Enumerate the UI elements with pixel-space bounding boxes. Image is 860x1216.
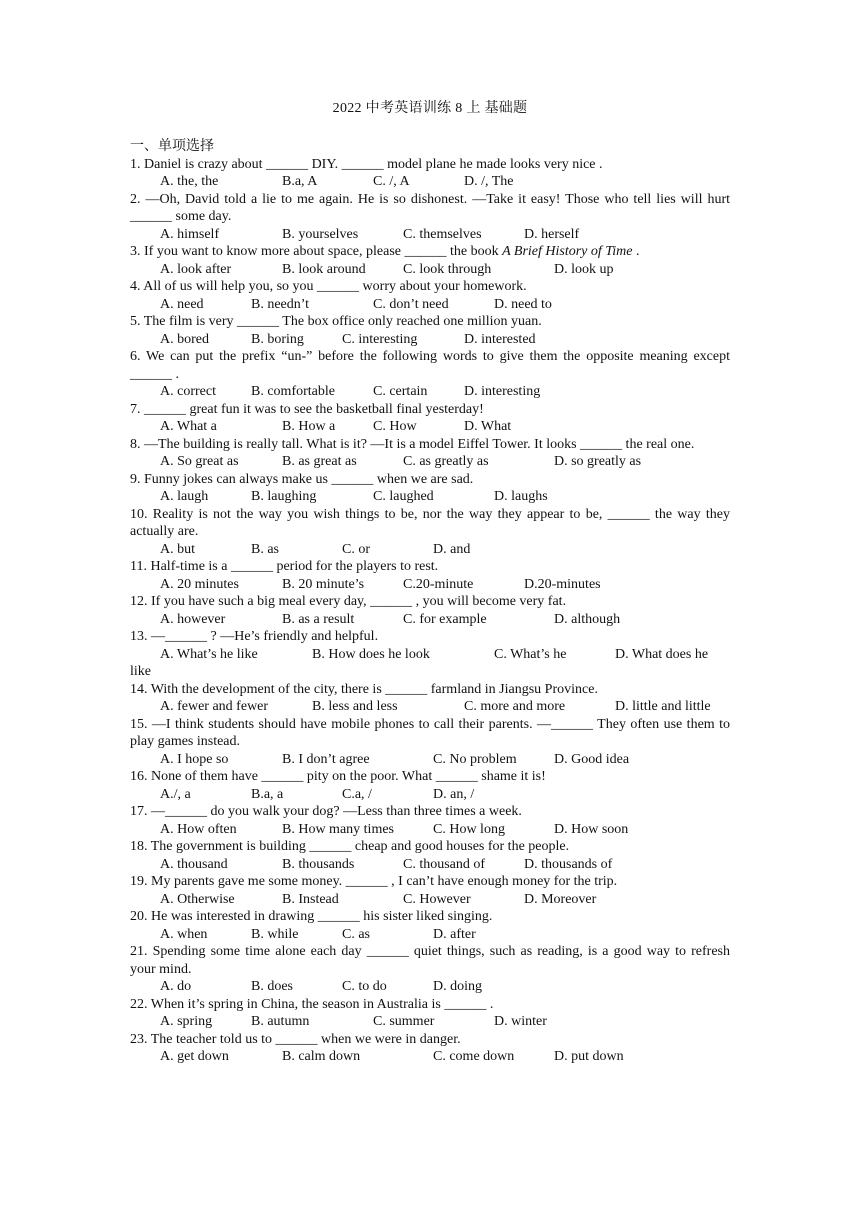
answer-option: C.20-minute (403, 576, 474, 592)
answer-option: A. the, the (160, 174, 219, 189)
answer-option: B. calm down (282, 1049, 361, 1064)
answer-option: B. comfortable (251, 384, 335, 399)
answer-option: C. /, A (373, 174, 410, 189)
answer-option: A. So great as (160, 454, 239, 469)
question-stem: 17. —______ do you walk your dog? —Less than three times a week. (130, 804, 522, 819)
answer-option: D. What does he (615, 646, 709, 662)
answer-option: D. Good idea (554, 751, 630, 767)
options-row (130, 698, 730, 716)
options-row (130, 1048, 730, 1066)
section-heading: 一、单项选择 (130, 139, 214, 154)
answer-option: D. although (554, 611, 621, 627)
options-row (130, 418, 730, 436)
options-row (130, 226, 730, 244)
answer-option: B. boring (251, 331, 304, 347)
answer-option: D. interesting (464, 384, 541, 399)
options-row (130, 453, 730, 471)
answer-option: C. certain (373, 384, 428, 399)
question-stem: 1. Daniel is crazy about ______ DIY. ______ model plane he made looks very nice . (130, 156, 603, 172)
answer-option: D. after (433, 926, 476, 942)
question-stem: 7. ______ great fun it was to see the basketball final yesterday! (130, 401, 484, 417)
answer-option: D. and (433, 541, 471, 557)
question-stem: 8. —The building is really tall. What is it? —It is a model Eiffel Tower. It looks ______ the real one. (130, 436, 695, 452)
options-row (130, 786, 730, 804)
answer-option: D. /, The (464, 174, 514, 189)
answer-option: C. for example (403, 611, 487, 627)
answer-option: B. Instead (282, 891, 339, 907)
answer-option: D. put down (554, 1049, 624, 1064)
answer-option: A. bored (160, 331, 209, 347)
options-row (130, 173, 730, 191)
answer-option: D. What (464, 419, 512, 434)
answer-option: D. doing (433, 979, 482, 994)
question-stem: 12. If you have such a big meal every day, ______ , you will become very fat. (130, 594, 567, 609)
answer-option: D.20-minutes (524, 576, 601, 592)
answer-option: B.a, A (282, 174, 318, 189)
options-row (130, 978, 730, 996)
question-stem-text: 3. If you want to know more about space, please ______ the book (130, 244, 503, 259)
options-row (130, 331, 730, 349)
document-page (130, 100, 730, 1066)
answer-option: A. spring (160, 1014, 213, 1029)
answer-option: C. don’t need (373, 296, 449, 312)
answer-option: B. as (251, 541, 279, 557)
question-stem: 11. Half-time is a ______ period for the players to rest. (130, 559, 439, 574)
answer-option: B. 20 minute’s (282, 576, 365, 592)
answer-option: D. look up (554, 261, 614, 277)
book-title: A Brief History of Time (502, 244, 633, 259)
question-stem: 19. My parents gave me some money. ______ , I can’t have enough money for the trip. (130, 874, 618, 889)
answer-option: A./, a (160, 786, 191, 802)
options-row (130, 891, 730, 909)
answer-option: C. thousand of (403, 856, 486, 872)
answer-option: C. How (373, 419, 417, 434)
answer-option: A. laugh (160, 489, 209, 504)
answer-option: D. thousands of (524, 856, 613, 872)
answer-option: B.a, a (251, 786, 284, 802)
answer-option: C. interesting (342, 331, 418, 347)
answer-option: C. laughed (373, 489, 434, 504)
answer-option: D. so greatly as (554, 454, 642, 469)
answer-option: B. yourselves (282, 226, 359, 242)
answer-option: B. as a result (282, 611, 355, 627)
answer-option: D. little and little (615, 699, 711, 714)
answer-option: D. herself (524, 226, 580, 242)
answer-option: D. interested (464, 331, 536, 347)
question-stem: 16. None of them have ______ pity on the poor. What ______ shame it is! (130, 769, 546, 784)
question-stem: 13. —______ ? —He’s friendly and helpful. (130, 629, 379, 644)
answer-option: A. when (160, 926, 208, 942)
options-row (130, 751, 730, 769)
answer-option: B. while (251, 926, 299, 942)
answer-option: D. need to (494, 296, 552, 312)
question-stem: 6. We can put the prefix “un-” before the following words to give them the opposite meaning except ______ . (130, 349, 730, 382)
question-stem: 15. —I think students should have mobile phones to call their parents. —______ They often use them to play games instead. (130, 716, 730, 749)
answer-option: A. need (160, 296, 204, 312)
answer-option: C. as greatly as (403, 454, 489, 469)
options-row (130, 383, 730, 401)
answer-option: A. thousand (160, 856, 228, 872)
document-title: 2022 中考英语训练 8 上 基础题 (332, 101, 528, 116)
question-stem: 21. Spending some time alone each day ______ quiet things, such as reading, is a good way to refresh your mind. (130, 944, 730, 977)
answer-option: C. or (342, 541, 370, 557)
options-row (130, 856, 730, 874)
options-row (130, 296, 730, 314)
answer-option: A. look after (160, 261, 232, 277)
option-continuation: like (130, 664, 151, 679)
answer-option: A. but (160, 541, 195, 557)
answer-option: B. does (251, 979, 293, 994)
answer-option: A. 20 minutes (160, 576, 239, 592)
answer-option: B. How does he look (312, 646, 430, 662)
answer-option: A. do (160, 979, 192, 994)
answer-option: A. fewer and fewer (160, 699, 269, 714)
options-row (130, 576, 730, 594)
question-list (130, 156, 730, 1066)
question-stem: 9. Funny jokes can always make us ______ when we are sad. (130, 471, 474, 487)
answer-option: D. Moreover (524, 891, 597, 907)
answer-option: B. needn’t (251, 296, 310, 312)
options-row (130, 541, 730, 559)
answer-option: B. How many times (282, 821, 394, 837)
answer-option: C. No problem (433, 751, 517, 767)
answer-option: A. Otherwise (160, 891, 235, 907)
options-row (130, 1013, 730, 1031)
answer-option: C. How long (433, 821, 505, 837)
answer-option: C. What’s he (494, 646, 567, 662)
options-row (130, 821, 730, 839)
answer-option: A. I hope so (160, 751, 229, 767)
question-stem: 4. All of us will help you, so you ______ worry about your homework. (130, 279, 527, 294)
options-row (130, 646, 730, 664)
question-stem-text: . (632, 244, 640, 259)
answer-option: D. an, / (433, 786, 475, 802)
answer-option: C.a, / (342, 786, 372, 802)
options-row (130, 488, 730, 506)
answer-option: C. themselves (403, 226, 482, 242)
answer-option: A. What’s he like (160, 646, 258, 662)
question-stem: 18. The government is building ______ cheap and good houses for the people. (130, 839, 570, 854)
answer-option: B. thousands (282, 856, 355, 872)
options-row (130, 926, 730, 944)
answer-option: C. come down (433, 1049, 515, 1064)
answer-option: B. How a (282, 419, 336, 434)
answer-option: C. as (342, 926, 370, 942)
question-stem: 10. Reality is not the way you wish things to be, nor the way they appear to be, ______ the way they actually are. (130, 506, 730, 539)
question-stem: 2. —Oh, David told a lie to me again. He is so dishonest. —Take it easy! Those who tell lies will hurt ______ some day. (130, 191, 730, 224)
answer-option: D. How soon (554, 821, 629, 837)
answer-option: A. correct (160, 384, 216, 399)
options-row (130, 261, 730, 279)
answer-option: D. laughs (494, 489, 548, 504)
answer-option: B. as great as (282, 454, 357, 469)
answer-option: B. look around (282, 261, 366, 277)
answer-option: A. however (160, 611, 226, 627)
question-stem: 22. When it’s spring in China, the season in Australia is ______ . (130, 996, 494, 1012)
options-row (130, 611, 730, 629)
answer-option: B. autumn (251, 1014, 310, 1029)
answer-option: C. summer (373, 1014, 435, 1029)
answer-option: C. look through (403, 261, 492, 277)
answer-option: B. laughing (251, 489, 317, 504)
question-stem (130, 243, 730, 261)
answer-option: C. more and more (464, 699, 566, 714)
answer-option: C. However (403, 891, 471, 907)
question-stem: 20. He was interested in drawing ______ his sister liked singing. (130, 909, 493, 924)
answer-option: A. What a (160, 419, 217, 434)
question-stem: 14. With the development of the city, there is ______ farmland in Jiangsu Province. (130, 681, 598, 697)
question-stem: 23. The teacher told us to ______ when we were in danger. (130, 1031, 461, 1047)
answer-option: C. to do (342, 979, 387, 994)
answer-option: A. get down (160, 1049, 229, 1064)
answer-option: D. winter (494, 1014, 547, 1029)
question-stem: 5. The film is very ______ The box office only reached one million yuan. (130, 314, 542, 329)
answer-option: A. How often (160, 821, 237, 837)
answer-option: B. less and less (312, 699, 398, 714)
answer-option: B. I don’t agree (282, 751, 370, 767)
answer-option: A. himself (160, 226, 220, 242)
